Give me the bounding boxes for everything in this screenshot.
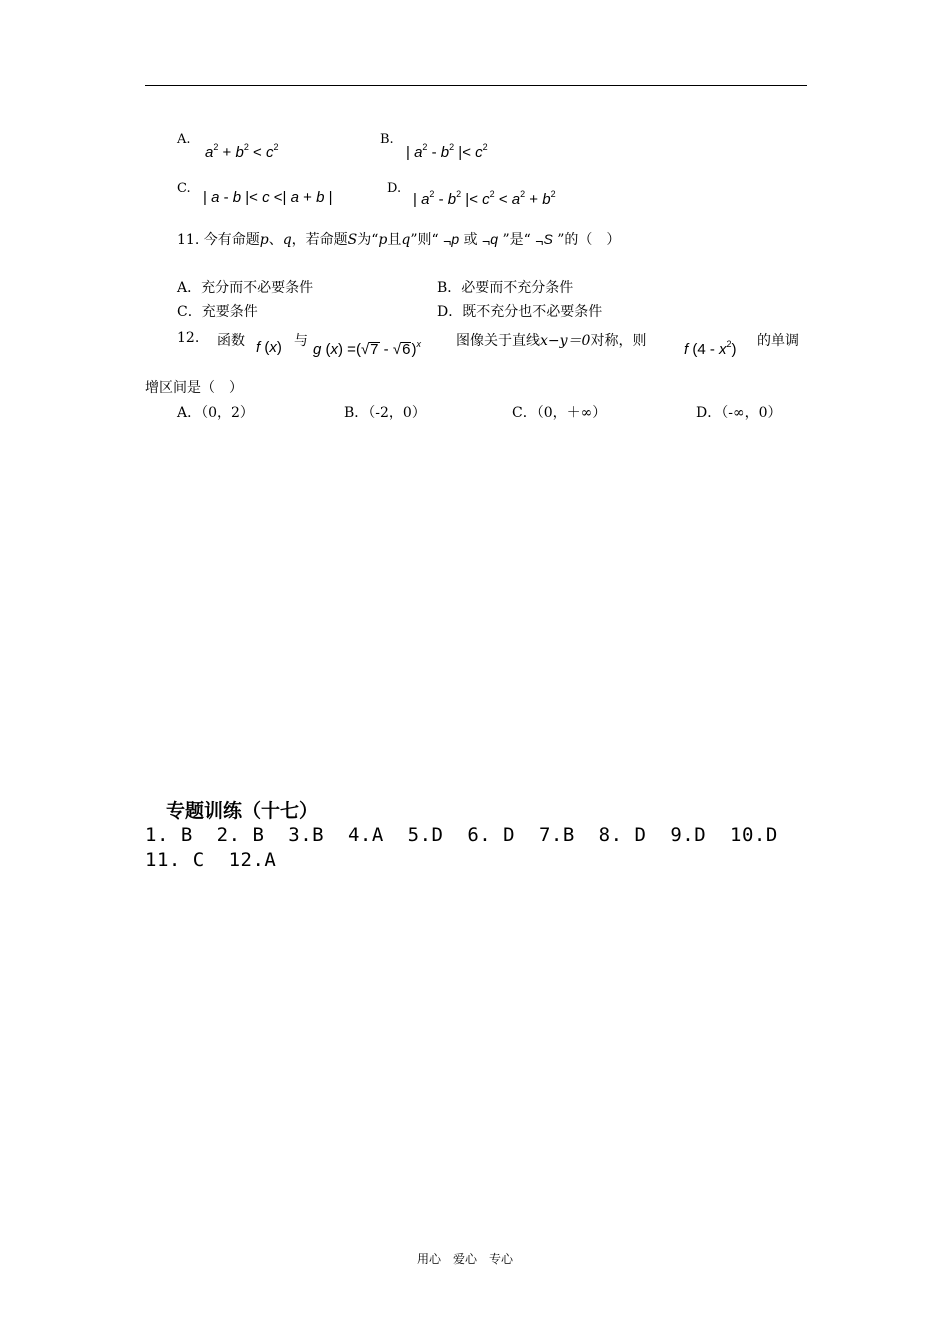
q11-stem-text: ，若命题 bbox=[291, 232, 348, 248]
var-s: S bbox=[347, 232, 358, 248]
q11-option-d: D．既不充分也不必要条件 bbox=[437, 304, 603, 320]
negation-symbol: ¬ bbox=[443, 233, 452, 249]
var-p: p bbox=[259, 232, 269, 248]
q12-f-of-x: f (x) bbox=[256, 339, 282, 356]
q12-stem-text: 的单调 bbox=[757, 333, 799, 349]
q11-stem-text: ”是“ bbox=[502, 232, 531, 248]
q12-with: 与 bbox=[294, 333, 308, 349]
q10-option-d-label: D. bbox=[387, 181, 402, 196]
q10-option-a-label: A. bbox=[177, 132, 191, 147]
q12-stem-text: 图像关于直线 bbox=[456, 333, 540, 349]
q10-option-c-label: C. bbox=[177, 181, 191, 196]
q10-option-d-formula: | $a^2 - b^2$ |< $c^2 < a^2 + b^2$ bbox=[413, 189, 556, 208]
q12-stem-text: 函数 bbox=[217, 333, 245, 349]
q12-stem-text: 对称，则 bbox=[590, 333, 647, 349]
q10-option-a-formula: $a^2 + b^2 < c^2$ bbox=[205, 142, 279, 161]
q10-option-c-formula: | a - b |< c <| a + b | bbox=[203, 189, 333, 206]
var-p: p bbox=[378, 232, 388, 248]
q12-g-formula: g (x) =(√7 - √6)$^x$ bbox=[313, 339, 421, 358]
negation-p: ¬p bbox=[443, 231, 460, 249]
negation-symbol: ¬ bbox=[482, 233, 491, 249]
q11-stem-text: 为“ bbox=[357, 232, 379, 248]
negation-q: ¬q bbox=[482, 231, 499, 249]
q11-stem-text: ”则“ bbox=[410, 232, 439, 248]
page-footer: 用心 爱心 专心 bbox=[417, 1252, 514, 1266]
negation-s: ¬S bbox=[535, 231, 553, 249]
q12-option-d: D．（-∞，0） bbox=[696, 405, 782, 421]
q10-option-b-label: B. bbox=[380, 132, 394, 147]
q12-option-c: C．（0，＋∞） bbox=[512, 405, 607, 421]
q11-stem-text: 今有命题 bbox=[203, 232, 260, 248]
q11-option-b: B．必要而不充分条件 bbox=[437, 280, 574, 296]
var-q: q bbox=[282, 232, 292, 248]
q12-stem-text: 增区间是（ ） bbox=[145, 380, 243, 396]
answers-line-1: 1. B 2. B 3.B 4.A 5.D 6. D 7.B 8. D 9.D 10.D bbox=[145, 824, 778, 846]
q12-option-a: A．（0，2） bbox=[177, 405, 254, 421]
q12-option-b: B．（-2，0） bbox=[344, 405, 426, 421]
q11-or: 或 bbox=[463, 232, 478, 248]
q11-number: 11. bbox=[177, 232, 200, 248]
q11-option-c: C．充要条件 bbox=[177, 304, 258, 320]
q10-option-b-formula: | $a^2 - b^2$ |< $c^2$ bbox=[406, 142, 488, 161]
q11-stem-text: ”的（ ） bbox=[557, 232, 621, 248]
q11-and: 且 bbox=[387, 232, 402, 248]
q12-line: x−y＝0 bbox=[540, 333, 591, 349]
q11-option-a: A．充分而不必要条件 bbox=[177, 280, 314, 296]
q11-sep: 、 bbox=[268, 232, 283, 248]
var-q: q bbox=[401, 232, 411, 248]
answers-line-2: 11. C 12.A bbox=[145, 849, 277, 871]
negation-symbol: ¬ bbox=[535, 233, 544, 249]
q12-number: 12. bbox=[177, 330, 200, 346]
q11-stem bbox=[177, 229, 620, 249]
q12-f-composite: f $(4 - x^2)$ bbox=[684, 339, 737, 358]
header-rule bbox=[145, 85, 807, 86]
q12-stem-text bbox=[456, 330, 646, 350]
answers-heading: 专题训练（十七） bbox=[166, 800, 319, 822]
